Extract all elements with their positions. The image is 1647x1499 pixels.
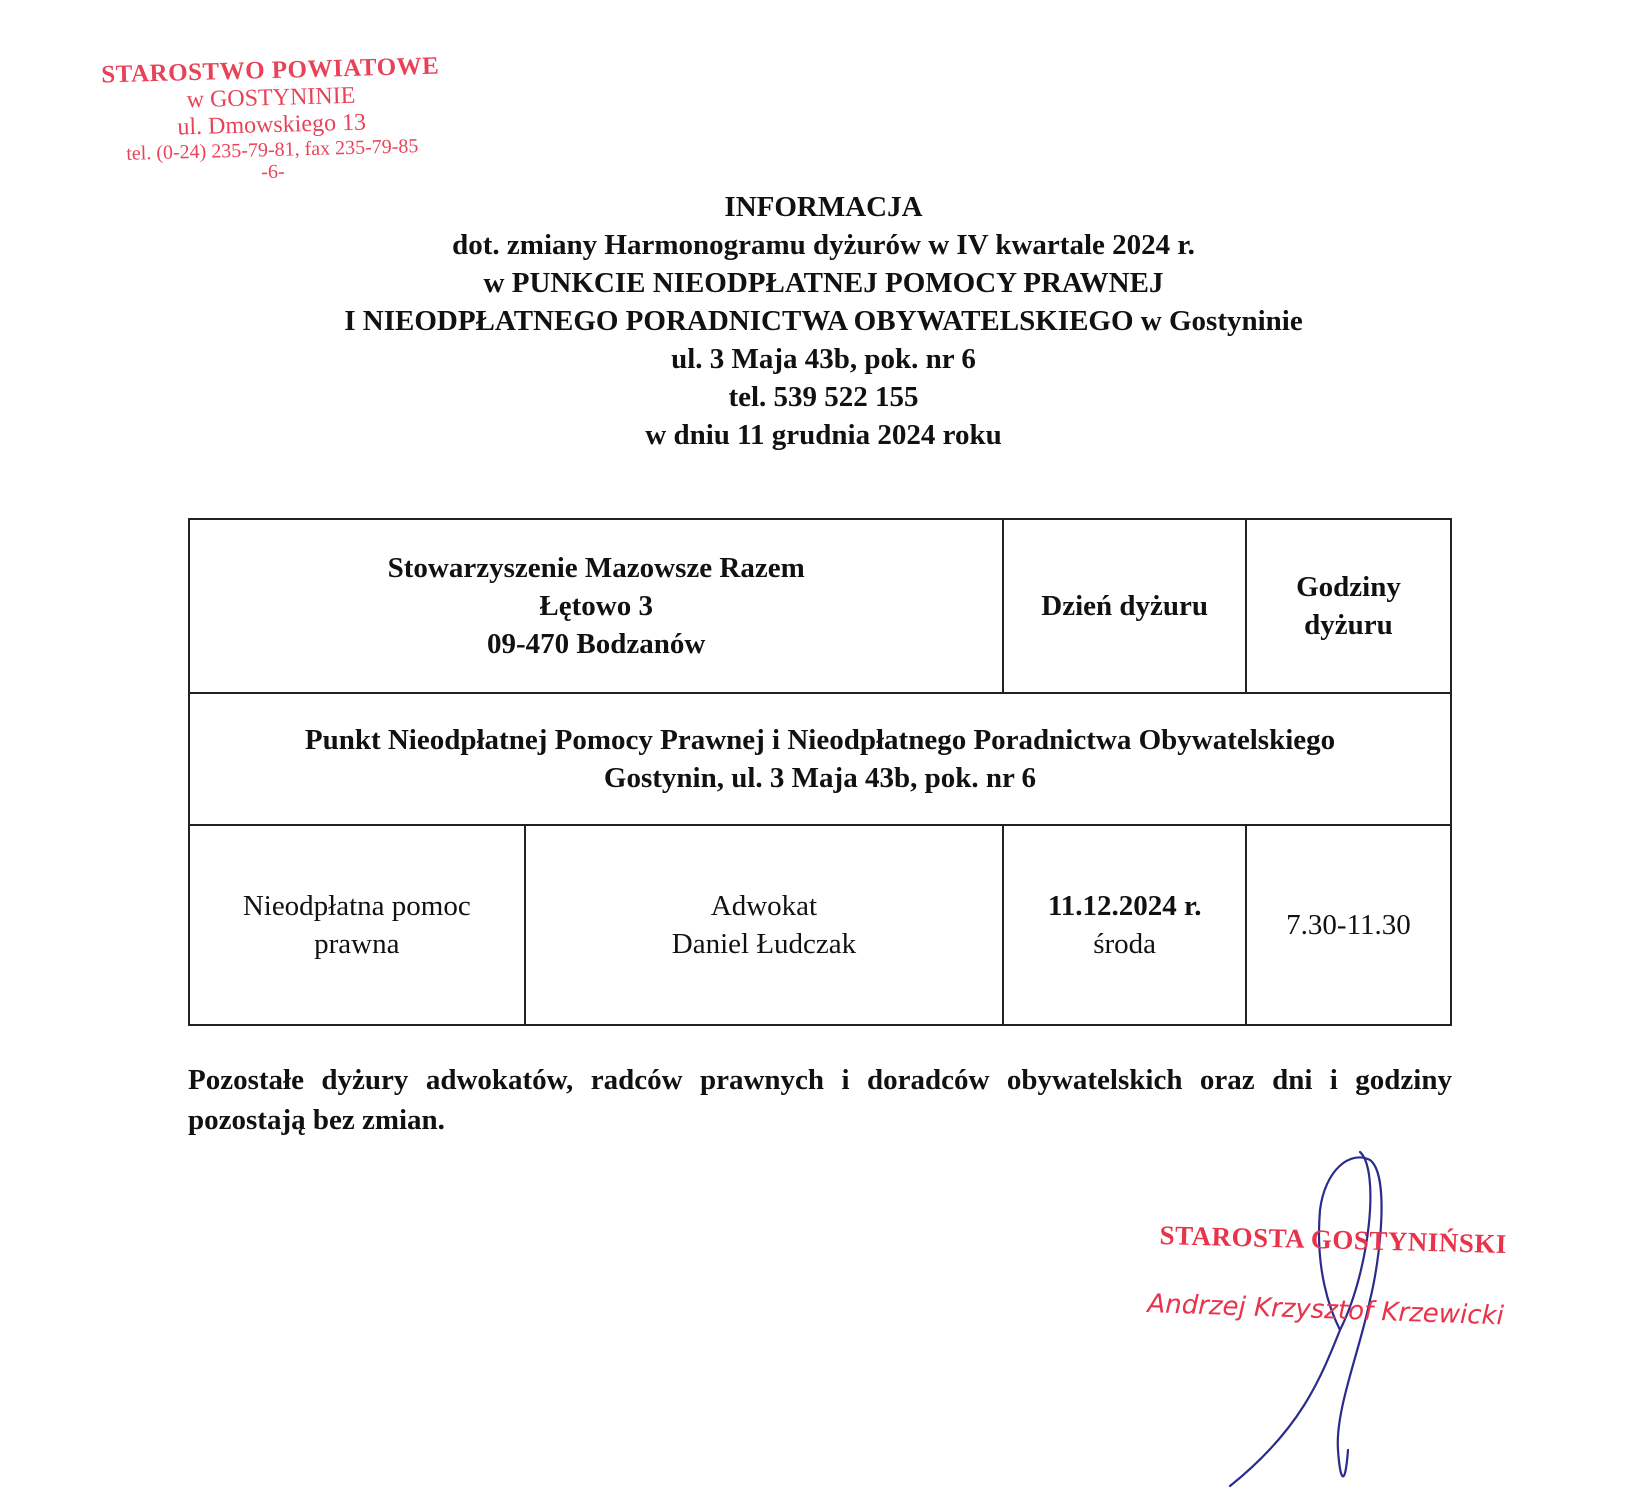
stamp-phone: tel. (0-24) 235-79-81, fax 235-79-85	[126, 134, 419, 165]
heading-phone: tel. 539 522 155	[728, 381, 919, 413]
stamp-city: w GOSTYNINIE	[186, 82, 356, 114]
heading-point-name-1: w PUNKCIE NIEODPŁATNEJ POMOCY PRAWNEJ	[483, 267, 1164, 299]
heading-address: ul. 3 Maja 43b, pok. nr 6	[671, 343, 976, 375]
person-cell	[525, 825, 1004, 1025]
organization-postal: 09-470 Bodzanów	[487, 628, 706, 660]
person-name: Daniel Łudczak	[671, 928, 857, 960]
person-role: Adwokat	[710, 890, 818, 922]
closing-note: Pozostałe dyżury adwokatów, radców prawnych i doradców obywatelskich oraz dni i godziny pozostają bez zmian.	[188, 1064, 1452, 1136]
service-cell	[189, 825, 525, 1025]
organization-street: Łętowo 3	[539, 590, 653, 622]
duty-weekday: środa	[1093, 928, 1157, 960]
column-header-hours-line1: Godziny	[1296, 571, 1401, 603]
office-stamp	[80, 52, 463, 188]
table-point-row	[189, 693, 1451, 825]
column-header-hours-line2: dyżuru	[1304, 609, 1393, 641]
heading-subject: dot. zmiany Harmonogramu dyżurów w IV kwartale 2024 r.	[452, 229, 1195, 261]
table-header-row	[189, 519, 1451, 693]
heading-point-name-2: I NIEODPŁATNEGO PORADNICTWA OBYWATELSKIEGO w Gostyninie	[344, 305, 1303, 337]
signatory-title: STAROSTA GOSTYNIŃSKI	[1159, 1220, 1508, 1260]
schedule-table	[188, 518, 1452, 1026]
signature-block	[1146, 1220, 1560, 1332]
heading-title: INFORMACJA	[724, 191, 923, 223]
service-line1: Nieodpłatna pomoc	[242, 890, 471, 922]
document-heading	[0, 188, 1647, 454]
table-row	[189, 825, 1451, 1025]
column-header-day: Dzień dyżuru	[1003, 519, 1246, 693]
column-header-hours	[1246, 519, 1451, 693]
stamp-street: ul. Dmowskiego 13	[177, 109, 367, 141]
point-address: Gostynin, ul. 3 Maja 43b, pok. nr 6	[603, 762, 1037, 794]
point-cell	[189, 693, 1451, 825]
stamp-number: -6-	[260, 160, 285, 184]
day-cell	[1003, 825, 1246, 1025]
duty-date: 11.12.2024 r.	[1047, 890, 1202, 922]
service-line2: prawna	[314, 928, 400, 960]
organization-cell	[189, 519, 1003, 693]
stamp-office-name: STAROSTWO POWIATOWE	[100, 52, 440, 89]
point-name: Punkt Nieodpłatnej Pomocy Prawnej i Nieodpłatnego Poradnictwa Obywatelskiego	[304, 724, 1336, 756]
organization-name: Stowarzyszenie Mazowsze Razem	[387, 552, 805, 584]
signatory-name: Andrzej Krzysztof Krzewicki	[1146, 1289, 1505, 1332]
heading-date: w dniu 11 grudnia 2024 roku	[645, 419, 1002, 451]
hours-cell: 7.30-11.30	[1246, 825, 1451, 1025]
